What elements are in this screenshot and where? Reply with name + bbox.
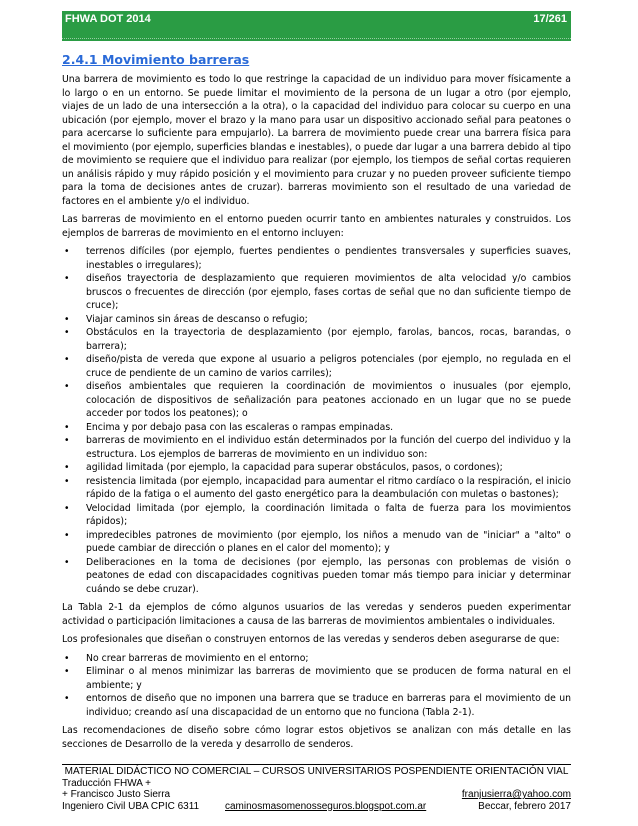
paragraph-1: Una barrera de movimiento es todo lo que restringe la capacidad de un individuo para mover físicamente a lo largo o en un entorno. Se puede limitar el movimiento de la persona de un lugar a otro (por ejemplo, viajes de un lado de una intersección a la otra), o la capacidad del individuo para colocar su cuerpo en una ubicación (por ejemplo, mover el brazo y la mano para usar un dispositivo accionado señal para peatones o para acercarse lo suficiente para empujarlo). La barrera de movimiento puede crear una barrera física para el movimiento (por ejemplo, superficies blandas e inestables), o puede dar lugar a una barrera debido al tipo de movimiento se requiere que el individuo para realizar (por ejemplo, los tiempos de señal cortas requieren un análisis rápido y muy rápido posición y el movimiento para cruzar y no pueden proveer suficiente tiempo para la toma de decisiones antes de cruzar). barreras movimiento son el resultado de una variedad de factores en el ambiente y/o el individuo. xyxy=(62,74,571,207)
list-item: • resistencia limitada (por ejemplo, incapacidad para aumentar el ritmo cardíaco o la respiración, el inicio rápido de la fatiga o el aumento del gasto energético para la deambulación con muletas o bastones); xyxy=(62,475,571,502)
page-header xyxy=(62,11,571,41)
paragraph-4: Los profesionales que diseñan o construyen entornos de las veredas y senderos deben asegurarse de que: xyxy=(62,634,560,645)
paragraph-3: La Tabla 2-1 da ejemplos de cómo algunos usuarios de las veredas y senderos pueden experimentar actividad o participación limitaciones a causa de las barreras de movimientos ambientales o individuales. xyxy=(62,602,571,627)
list-item: • Encima y por debajo pasa con las escaleras o rampas empinadas. xyxy=(62,421,571,435)
page-content xyxy=(62,52,571,756)
footer-credentials-row xyxy=(62,801,571,813)
list-item: • impredecibles patrones de movimiento (por ejemplo, los niños a menudo van de "iniciar" a "alto" o puede cambiar de dirección o planes en el calor del momento); y xyxy=(62,529,571,556)
footer-author: + Francisco Justo Sierra xyxy=(62,789,171,800)
section-title: 2.4.1 Movimiento barreras xyxy=(62,52,250,67)
list-item: • Velocidad limitada (por ejemplo, la coordinación limitada o falta de fuerza para los movimientos rápidos); xyxy=(62,502,571,529)
list-item: • Eliminar o al menos minimizar las barreras de movimiento que se producen de forma natural en el ambiente; y xyxy=(62,665,571,692)
list-item: • entornos de diseño que no imponen una barrera que se traduce en barreras para el movimiento de un individuo; creando así una discapacidad de un entorno que no funciona (Tabla 2-1). xyxy=(62,692,571,719)
list-item: • Viajar caminos sin áreas de descanso o refugio; xyxy=(62,313,571,327)
footer-author-row xyxy=(62,789,571,801)
header-divider xyxy=(62,38,571,39)
list-item: • diseños ambientales que requieren la coordinación de movimientos o inusuales (por ejemplo, colocación de dispositivos de señalización para peatones accionado en un lugar que no se puede acceder por todos los peatones); o xyxy=(62,380,571,421)
list-item: • Obstáculos en la trayectoria de desplazamiento (por ejemplo, farolas, bancos, rocas, barandas, o barrera); xyxy=(62,326,571,353)
design-goals-list xyxy=(62,652,571,720)
list-item: • diseño/pista de vereda que expone al usuario a peligros potenciales (por ejemplo, no regulada en el cruce de pendiente de un camino de varios carriles); xyxy=(62,353,571,380)
list-item: • agilidad limitada (por ejemplo, la capacidad para superar obstáculos, pasos, o cordones); xyxy=(62,461,571,475)
header-left: FHWA DOT 2014 xyxy=(65,13,151,25)
footer-notice: MATERIAL DIDÁCTICO NO COMERCIAL – CURSOS UNIVERSITARIOS POSPENDIENTE ORIENTACIÓN VIAL xyxy=(64,766,569,777)
footer-email-link[interactable]: franjusierra@yahoo.com xyxy=(461,789,571,800)
paragraph-5: Las recomendaciones de diseño sobre cómo lograr estos objetivos se analizan con más detalle en las secciones de Desarrollo de la vereda y desarrollo de senderos. xyxy=(62,725,571,750)
footer-date: Beccar, febrero 2017 xyxy=(478,800,571,812)
list-item: • No crear barreras de movimiento en el entorno; xyxy=(62,652,571,666)
list-item: • Deliberaciones en la toma de decisiones (por ejemplo, las personas con problemas de visión o peatones de edad con discapacidades cognitivas pueden tomar más tiempo para iniciar y determinar cuándo se debe cruzar). xyxy=(62,556,571,597)
footer-translation: Traducción FHWA + xyxy=(62,777,152,789)
page-footer xyxy=(62,764,571,812)
barriers-list xyxy=(62,245,571,596)
list-item: • barreras de movimiento en el individuo están determinados por la función del cuerpo del individuo y la estructura. Los ejemplos de barreras de movimiento en un individuo son: xyxy=(62,434,571,461)
footer-credentials: Ingeniero Civil UBA CPIC 6311 xyxy=(62,800,200,812)
footer-divider xyxy=(62,764,571,765)
list-item: • diseños trayectoria de desplazamiento que requieren movimientos de alta velocidad y/o cambios bruscos o frecuentes de dirección (por ejemplo, fases cortas de señal que no dan suficiente tiempo de cruce); xyxy=(62,272,571,313)
page-number: 17/261 xyxy=(533,13,567,25)
footer-blog-link[interactable]: caminosmasomenosseguros.blogspot.com.ar xyxy=(225,800,427,812)
list-item: • terrenos difíciles (por ejemplo, fuertes pendientes o pendientes transversales y superficies suaves, inestables o irregulares); xyxy=(62,245,571,272)
paragraph-2: Las barreras de movimiento en el entorno pueden ocurrir tanto en ambientes naturales y construidos. Los ejemplos de barreras de movimiento en el entorno incluyen: xyxy=(62,214,571,239)
